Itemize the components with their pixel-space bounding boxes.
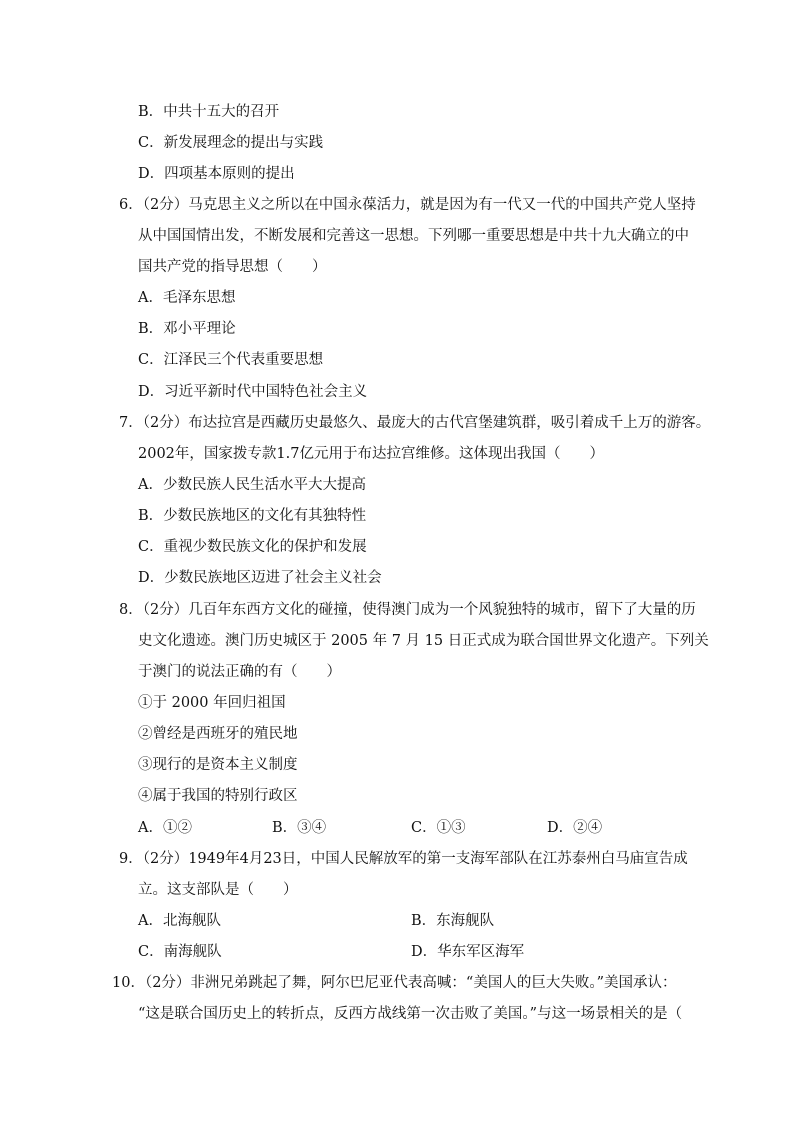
q7-option-c: C．重视少数民族文化的保护和发展 (138, 539, 367, 555)
q5-option-c: C．新发展理念的提出与实践 (138, 135, 324, 151)
q5-option-b: B．中共十五大的召开 (138, 104, 280, 120)
q8-stem-line-3: 于澳门的说法正确的有（ ） (138, 664, 341, 680)
q6-option-d: D．习近平新时代中国特色社会主义 (138, 384, 368, 400)
q9-option-d: D．华东军区海军 (411, 944, 525, 960)
q9-option-c: C．南海舰队 (138, 944, 222, 960)
q8-statement-4: ④属于我国的特别行政区 (138, 788, 298, 804)
q9-stem-line-1: 9．（2分）1949年4月23日，中国人民解放军的第一支海军部队在江苏泰州白马庙宣告成 (119, 851, 688, 867)
q6-stem-line-3: 国共产党的指导思想（ ） (138, 259, 327, 275)
q10-stem-line-2: “这是联合国历史上的转折点，反西方战线第一次击败了美国。”与这一场景相关的是（ (138, 1006, 683, 1022)
q8-stem-line-2: 史文化遗迹。澳门历史城区于 2005 年 7 月 15 日正式成为联合国世界文化遗产。下列关 (138, 633, 709, 649)
q8-option-b: B．③④ (272, 820, 327, 836)
q9-stem-line-2: 立。这支部队是（ ） (138, 882, 298, 898)
q6-option-a: A．毛泽东思想 (138, 290, 236, 306)
q8-option-c: C．①③ (411, 820, 466, 836)
q9-option-a: A．北海舰队 (138, 913, 221, 929)
q7-stem-line-1: 7．（2分）布达拉宫是西藏历史最悠久、最庞大的古代宫堡建筑群，吸引着成千上万的游客。 (119, 415, 711, 431)
q7-stem-line-2: 2002年，国家拨专款1.7亿元用于布达拉宫维修。这体现出我国（ ） (138, 446, 604, 462)
q8-option-d: D．②④ (547, 820, 603, 836)
q10-stem-line-1: 10．（2分）非洲兄弟跳起了舞，阿尔巴尼亚代表高喊：“美国人的巨大失败。”美国承认： (112, 975, 677, 991)
q8-statement-1: ①于 2000 年回归祖国 (138, 695, 286, 711)
q8-stem-line-1: 8．（2分）几百年东西方文化的碰撞，使得澳门成为一个风貌独特的城市，留下了大量的历 (119, 602, 696, 618)
q6-option-b: B．邓小平理论 (138, 321, 236, 337)
q7-option-b: B．少数民族地区的文化有其独特性 (138, 508, 367, 524)
q8-statement-2: ②曾经是西班牙的殖民地 (138, 726, 298, 742)
q7-option-d: D．少数民族地区迈进了社会主义社会 (138, 570, 382, 586)
q8-option-a: A．①② (138, 820, 192, 836)
q6-option-c: C．江泽民三个代表重要思想 (138, 352, 324, 368)
q5-option-d: D．四项基本原则的提出 (138, 166, 295, 182)
q8-statement-3: ③现行的是资本主义制度 (138, 757, 298, 773)
q9-option-b: B．东海舰队 (411, 913, 495, 929)
q7-option-a: A．少数民族人民生活水平大大提高 (138, 477, 366, 493)
q6-stem-line-2: 从中国国情出发，不断发展和完善这一思想。下列哪一重要思想是中共十九大确立的中 (138, 228, 689, 244)
q6-stem-line-1: 6．（2分）马克思主义之所以在中国永葆活力，就是因为有一代又一代的中国共产党人坚持 (119, 197, 696, 213)
